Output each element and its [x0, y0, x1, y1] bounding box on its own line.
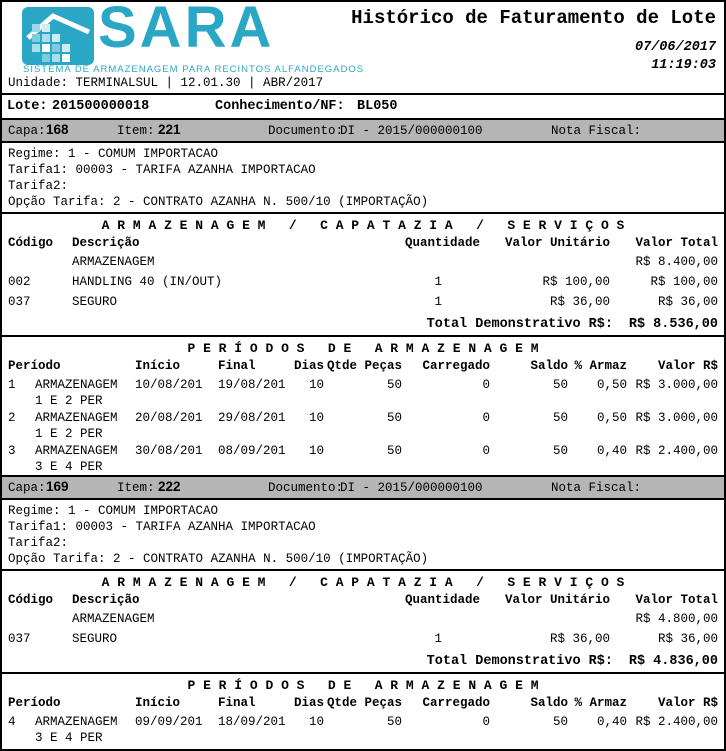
period-value: R$ 3.000,00 [635, 378, 718, 392]
period-balance: 50 [552, 444, 568, 458]
period-balance: 50 [552, 378, 568, 392]
item-value: 222 [158, 479, 181, 494]
period-pct: 0,50 [596, 378, 627, 392]
period-pct: 0,40 [596, 444, 627, 458]
service-desc: ARMAZENAGEM [72, 255, 155, 269]
period-start: 09/09/201 [135, 715, 203, 729]
col-quantidade: Quantidade [404, 236, 480, 250]
period-loaded: 0 [482, 444, 490, 458]
col-pct-armaz: % Armaz [574, 696, 627, 710]
col-valor-total: Valor Total [635, 593, 718, 607]
period-pieces: 50 [386, 715, 402, 729]
period-num: 3 [8, 444, 16, 458]
service-desc: ARMAZENAGEM [72, 612, 155, 626]
col-saldo: Saldo [530, 359, 568, 373]
period-desc: ARMAZENAGEM [35, 444, 118, 458]
col-carregado: Carregado [422, 696, 490, 710]
period-pieces: 50 [386, 411, 402, 425]
lote-bar [2, 95, 724, 120]
tarifa2-label: Tarifa2: [8, 179, 69, 193]
regime-label: Regime: [8, 504, 61, 518]
period-start: 30/08/201 [135, 444, 203, 458]
item-label: Item: [117, 481, 155, 495]
opcao-tarifa-line [2, 552, 724, 568]
period-value: R$ 3.000,00 [635, 411, 718, 425]
capa-bar [2, 120, 724, 143]
documento-label: Documento: [268, 481, 344, 495]
tarifa1-label: Tarifa1: [8, 520, 69, 534]
col-final: Final [218, 696, 256, 710]
service-row [2, 630, 724, 650]
capa-bar [2, 477, 724, 500]
unidade-label: Unidade: [8, 76, 69, 90]
report-header [2, 2, 724, 95]
period-days: 10 [308, 411, 324, 425]
tarifa1-line [2, 163, 724, 179]
report-title: Histórico de Faturamento de Lote [351, 7, 716, 29]
service-qty: 1 [434, 275, 442, 289]
total-demonstrativo-value: R$ 8.536,00 [628, 317, 718, 332]
period-start: 20/08/201 [135, 411, 203, 425]
col-inicio: Início [135, 359, 181, 373]
tarifa1-label: Tarifa1: [8, 163, 69, 177]
period-days: 10 [308, 715, 324, 729]
service-unit: R$ 100,00 [542, 275, 610, 289]
col-periodo: Período [8, 696, 61, 710]
period-num: 1 [8, 378, 16, 392]
capa-label: Capa: [8, 124, 46, 138]
period-end: 29/08/201 [218, 411, 286, 425]
period-desc: ARMAZENAGEM [35, 411, 118, 425]
col-inicio: Início [135, 696, 181, 710]
total-demonstrativo-label: Total Demonstrativo R$: [426, 654, 613, 669]
tarifa1-value: 00003 - TARIFA AZANHA IMPORTACAO [75, 520, 316, 534]
warehouse-icon [22, 7, 94, 65]
nota-fiscal-label: Nota Fiscal: [551, 481, 642, 495]
service-desc: HANDLING 40 (IN/OUT) [72, 275, 223, 289]
service-code: 037 [8, 295, 31, 309]
service-total: R$ 36,00 [657, 295, 718, 309]
col-valor-unitario: Valor Unitário [504, 593, 610, 607]
col-dias: Dias [293, 359, 324, 373]
item-value: 221 [158, 122, 181, 137]
sara-logo [22, 7, 94, 65]
period-value: R$ 2.400,00 [635, 715, 718, 729]
period-days: 10 [308, 444, 324, 458]
opcao-tarifa-value: 2 - CONTRATO AZANHA N. 500/10 (IMPORTAÇÃO) [113, 552, 429, 566]
col-valor-rs: Valor R$ [657, 359, 718, 373]
period-desc: ARMAZENAGEM [35, 378, 118, 392]
capa-label: Capa: [8, 481, 46, 495]
documento-value: DI - 2015/000000100 [340, 124, 483, 138]
periods-header-row [2, 357, 724, 376]
service-row [2, 273, 724, 293]
opcao-tarifa-value: 2 - CONTRATO AZANHA N. 500/10 (IMPORTAÇÃO) [113, 195, 429, 209]
tarifa2-line [2, 179, 724, 195]
col-pct-armaz: % Armaz [574, 359, 627, 373]
period-desc-2: 3 E 4 PER [35, 731, 103, 745]
period-row [2, 442, 724, 475]
col-valor-rs: Valor R$ [657, 696, 718, 710]
period-row [2, 713, 724, 746]
period-pieces: 50 [386, 378, 402, 392]
services-header-row [2, 234, 724, 253]
capa-value: 168 [46, 122, 69, 137]
col-codigo: Código [8, 236, 54, 250]
capa-value: 169 [46, 479, 69, 494]
period-row [2, 409, 724, 442]
conhecimento-label: Conhecimento/NF: [215, 99, 345, 114]
col-descricao: Descrição [72, 236, 140, 250]
service-row [2, 610, 724, 630]
service-code: 002 [8, 275, 31, 289]
periods-section [2, 337, 724, 477]
period-loaded: 0 [482, 411, 490, 425]
period-value: R$ 2.400,00 [635, 444, 718, 458]
services-section [2, 214, 724, 337]
unidade-value: TERMINALSUL | 12.01.30 | ABR/2017 [75, 76, 324, 90]
service-qty: 1 [434, 295, 442, 309]
regime-box [2, 500, 724, 571]
tarifa1-line [2, 520, 724, 536]
period-end: 18/09/201 [218, 715, 286, 729]
period-start: 10/08/201 [135, 378, 203, 392]
service-row [2, 253, 724, 273]
service-desc: SEGURO [72, 295, 118, 309]
service-total: R$ 36,00 [657, 632, 718, 646]
tarifa2-line [2, 536, 724, 552]
lote-value: 201500000018 [52, 99, 150, 114]
item-label: Item: [117, 124, 155, 138]
regime-line [2, 504, 724, 520]
period-end: 19/08/201 [218, 378, 286, 392]
period-days: 10 [308, 378, 324, 392]
service-code: 037 [8, 632, 31, 646]
brand-tagline: SISTEMA DE ARMAZENAGEM PARA RECINTOS ALFANDEGADOS [23, 64, 365, 75]
period-num: 4 [8, 715, 16, 729]
col-quantidade: Quantidade [404, 593, 480, 607]
nota-fiscal-label: Nota Fiscal: [551, 124, 642, 138]
documento-value: DI - 2015/000000100 [340, 481, 483, 495]
unidade-line [8, 76, 323, 90]
opcao-tarifa-line [2, 195, 724, 211]
period-desc-2: 1 E 2 PER [35, 427, 103, 441]
documento-label: Documento: [268, 124, 344, 138]
period-loaded: 0 [482, 378, 490, 392]
col-qtde-pecas: Qtde Peças [326, 359, 402, 373]
period-pct: 0,40 [596, 715, 627, 729]
service-row [2, 293, 724, 313]
service-qty: 1 [434, 632, 442, 646]
period-pieces: 50 [386, 444, 402, 458]
periods-header-row [2, 694, 724, 713]
col-valor-total: Valor Total [635, 236, 718, 250]
regime-value: 1 - COMUM IMPORTACAO [68, 504, 219, 518]
col-descricao: Descrição [72, 593, 140, 607]
period-num: 2 [8, 411, 16, 425]
lote-label: Lote: [7, 99, 48, 114]
services-total-row [2, 650, 724, 672]
services-title: A R M A Z E N A G E M / C A P A T A Z I A / S E R V I Ç O S [101, 575, 625, 590]
period-desc: ARMAZENAGEM [35, 715, 118, 729]
period-balance: 50 [552, 411, 568, 425]
col-codigo: Código [8, 593, 54, 607]
col-valor-unitario: Valor Unitário [504, 236, 610, 250]
service-total: R$ 8.400,00 [635, 255, 718, 269]
tarifa1-value: 00003 - TARIFA AZANHA IMPORTACAO [75, 163, 316, 177]
total-demonstrativo-value: R$ 4.836,00 [628, 654, 718, 669]
report-date: 07/06/2017 [634, 40, 716, 55]
periods-title: P E R Í O D O S D E A R M A Z E N A G E M [187, 341, 539, 356]
service-unit: R$ 36,00 [549, 295, 610, 309]
period-pct: 0,50 [596, 411, 627, 425]
report-time: 11:19:03 [651, 58, 716, 73]
periods-title: P E R Í O D O S D E A R M A Z E N A G E M [187, 678, 539, 693]
col-carregado: Carregado [422, 359, 490, 373]
total-demonstrativo-label: Total Demonstrativo R$: [426, 317, 613, 332]
col-dias: Dias [293, 696, 324, 710]
service-total: R$ 4.800,00 [635, 612, 718, 626]
period-row [2, 376, 724, 409]
services-header-row [2, 591, 724, 610]
services-total-row [2, 313, 724, 335]
regime-line [2, 147, 724, 163]
period-desc-2: 3 E 4 PER [35, 460, 103, 474]
col-periodo: Período [8, 359, 61, 373]
conhecimento-value: BL050 [357, 99, 398, 114]
col-qtde-pecas: Qtde Peças [326, 696, 402, 710]
period-end: 08/09/201 [218, 444, 286, 458]
services-section [2, 571, 724, 674]
service-unit: R$ 36,00 [549, 632, 610, 646]
periods-section [2, 674, 724, 746]
period-loaded: 0 [482, 715, 490, 729]
tarifa2-label: Tarifa2: [8, 536, 69, 550]
regime-value: 1 - COMUM IMPORTACAO [68, 147, 219, 161]
opcao-tarifa-label: Opção Tarifa: [8, 552, 106, 566]
service-desc: SEGURO [72, 632, 118, 646]
service-total: R$ 100,00 [650, 275, 718, 289]
col-saldo: Saldo [530, 696, 568, 710]
services-title: A R M A Z E N A G E M / C A P A T A Z I A / S E R V I Ç O S [101, 218, 625, 233]
period-desc-2: 1 E 2 PER [35, 394, 103, 408]
regime-label: Regime: [8, 147, 61, 161]
col-final: Final [218, 359, 256, 373]
regime-box [2, 143, 724, 214]
brand-name: SARA [98, 0, 275, 60]
opcao-tarifa-label: Opção Tarifa: [8, 195, 106, 209]
period-balance: 50 [552, 715, 568, 729]
